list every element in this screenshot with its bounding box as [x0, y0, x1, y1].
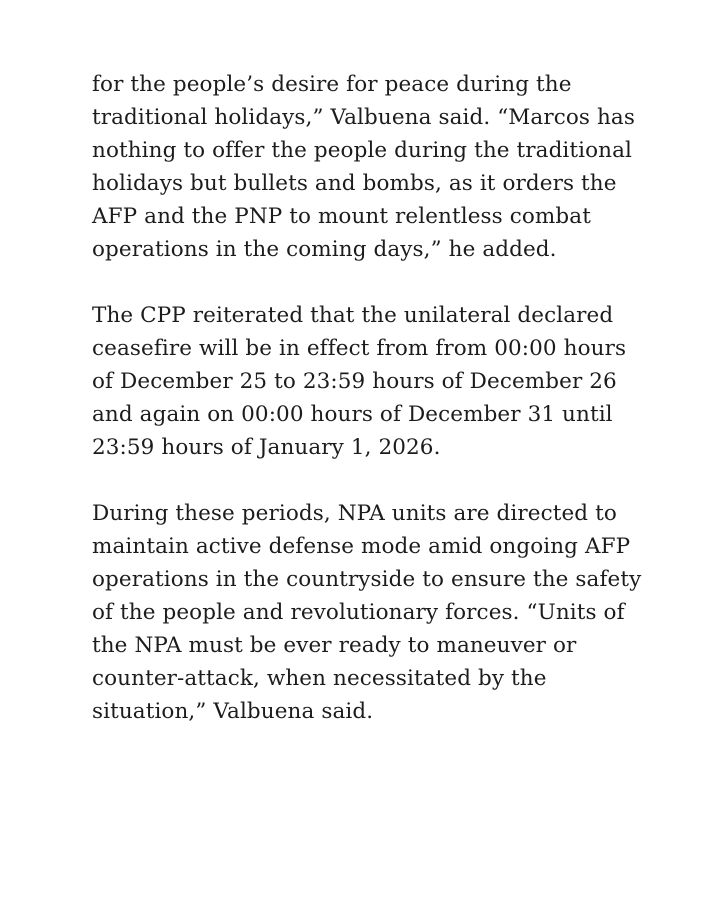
- paragraph-1: for the people’s desire for peace during the traditional holidays,” Valbuena said. “Marcos has nothing to offer the people during the traditional holidays but bullets and bombs, as it orders the AFP and the PNP to mount relentless combat operations in the coming days,” he added.: [92, 72, 635, 262]
- paragraph-2: The CPP reiterated that the unilateral declared ceasefire will be in effect from from 00:00 hours of December 25 to 23:59 hours of December 26 and again on 00:00 hours of December 31 until 23:59 hours of January 1, 2026.: [92, 303, 627, 460]
- article-body: [92, 68, 652, 728]
- paragraph-3: During these periods, NPA units are directed to maintain active defense mode amid ongoing AFP operations in the countryside to ensure the safety of the people and revolutionary forces. “Units of the NPA must be ever ready to maneuver or counter-attack, when necessitated by the situation,” Valbuena said.: [92, 501, 642, 724]
